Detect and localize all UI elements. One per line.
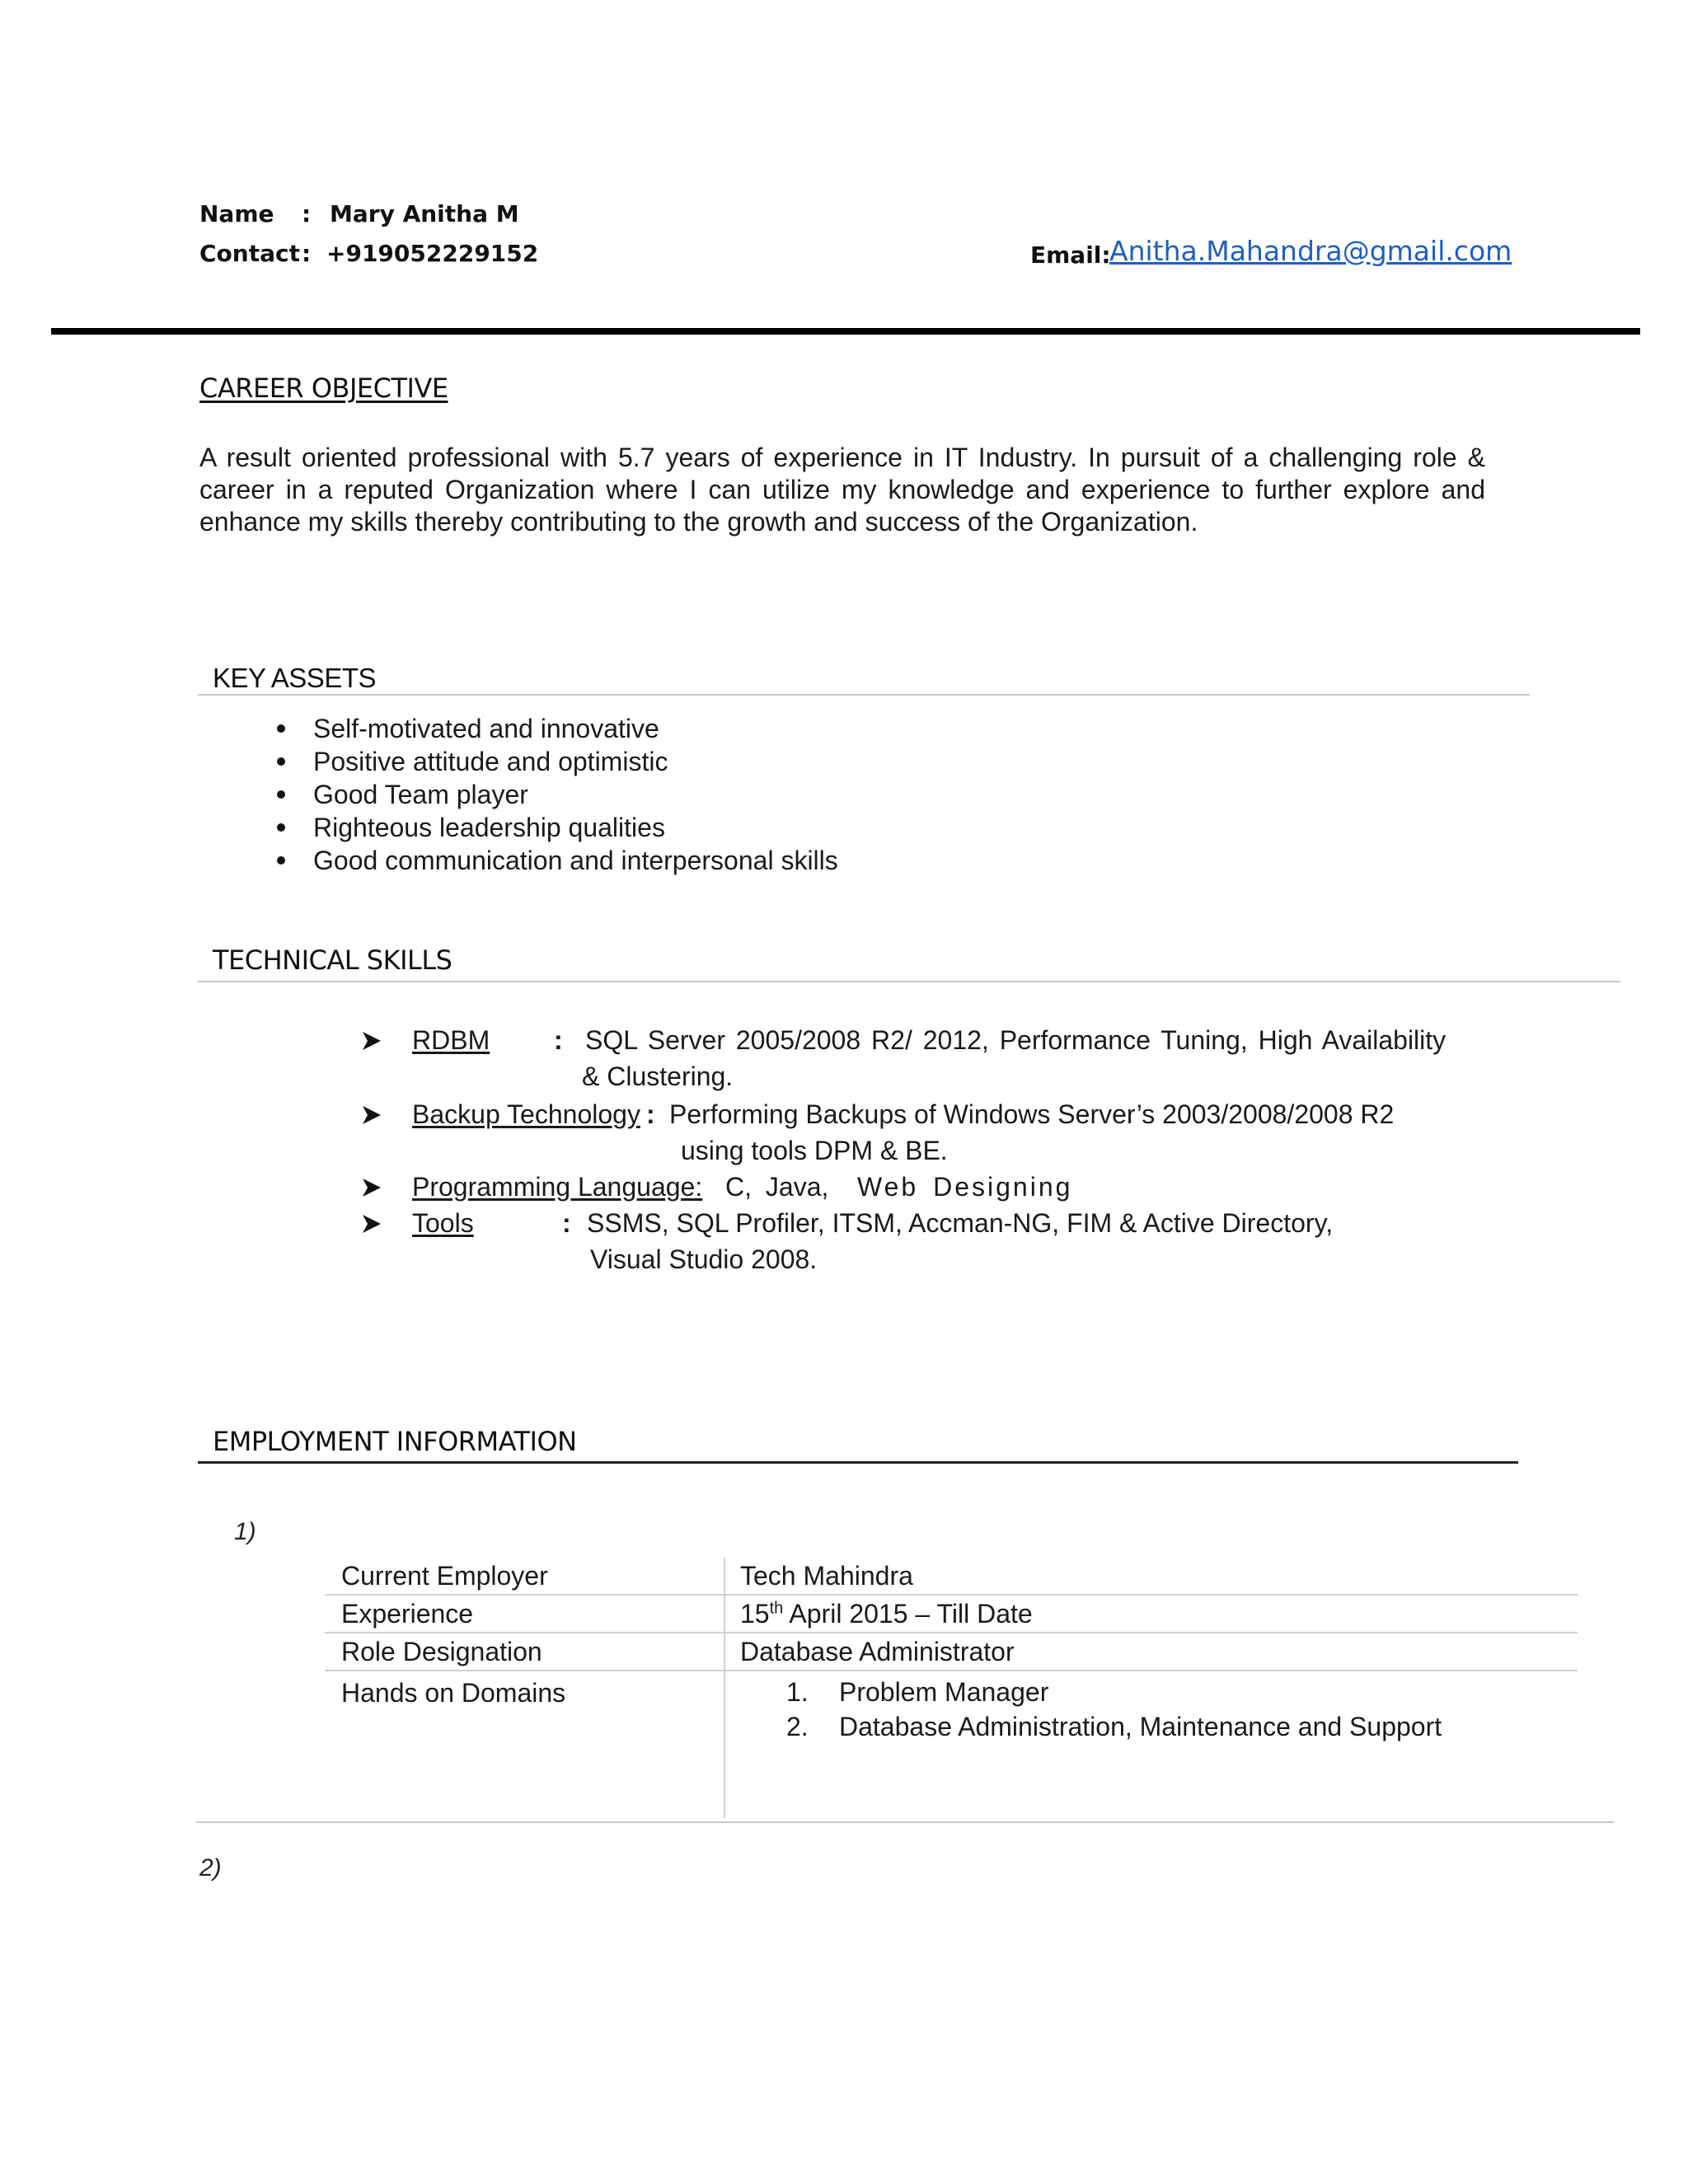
table-cell-label: Role Designation <box>325 1633 725 1670</box>
bullet-icon <box>277 856 285 865</box>
skill-label-programming: Programming Language: <box>412 1172 703 1202</box>
employment-divider <box>198 1461 1518 1464</box>
employment-table <box>325 1558 1578 1818</box>
skill-label-tools: Tools <box>412 1208 474 1238</box>
arrow-bullet-icon <box>361 1213 382 1235</box>
skill-value-web-designing: Web Designing <box>857 1172 1073 1202</box>
contact-separator: : <box>302 240 312 267</box>
bullet-icon <box>277 724 285 733</box>
technical-skills-heading: TECHNICAL SKILLS <box>213 944 452 976</box>
skill-value-backup-cont: using tools DPM & BE. <box>681 1136 948 1165</box>
table-cell-value: 15th April 2015 – Till Date <box>740 1599 1033 1629</box>
arrow-bullet-icon <box>361 1030 382 1052</box>
bullet-icon <box>277 757 285 766</box>
table-row <box>325 1558 1578 1596</box>
skill-label-backup: Backup Technology <box>412 1099 640 1129</box>
list-item: 2. Database Administration, Maintenance and Support <box>786 1712 1442 1741</box>
table-cell-value: Tech Mahindra <box>740 1561 913 1591</box>
table-cell-value: Database Administrator <box>740 1637 1015 1666</box>
table-row <box>325 1596 1578 1633</box>
contact-label: Contact <box>199 240 300 267</box>
name-separator: : <box>302 200 312 227</box>
table-cell-value <box>725 1671 1578 1818</box>
arrow-bullet-icon <box>361 1104 382 1126</box>
skill-separator: : <box>646 1099 655 1129</box>
bullet-icon <box>277 823 285 832</box>
key-assets-list <box>264 712 838 877</box>
contact-value: +919052229152 <box>326 240 539 267</box>
list-item: Good communication and interpersonal skills <box>264 844 838 877</box>
technical-skills-divider <box>198 981 1620 982</box>
arrow-bullet-icon <box>361 1177 382 1198</box>
list-item: Positive attitude and optimistic <box>264 745 838 778</box>
entry-number: 2) <box>199 1854 222 1882</box>
skill-separator: : <box>562 1208 571 1238</box>
table-cell-label: Hands on Domains <box>325 1671 725 1818</box>
email-label: Email: <box>1030 241 1111 269</box>
employment-table-bottom-rule <box>196 1821 1614 1823</box>
table-row <box>325 1633 1578 1671</box>
table-cell-label: Experience <box>325 1596 725 1632</box>
skill-value-programming: C, Java, <box>725 1172 829 1202</box>
skill-label-rdbm: RDBM <box>412 1025 490 1055</box>
table-cell-label: Current Employer <box>325 1558 725 1594</box>
list-item: 1. Problem Manager <box>786 1677 1049 1707</box>
skill-value-rdbm-cont: & Clustering. <box>582 1062 734 1091</box>
domains-list <box>740 1675 1578 1744</box>
list-item: Self-motivated and innovative <box>264 712 838 745</box>
name-value: Mary Anitha M <box>330 200 519 227</box>
key-assets-divider <box>198 694 1530 696</box>
entry-number: 1) <box>234 1518 256 1545</box>
email-link[interactable]: Anitha.Mahandra@gmail.com <box>1109 235 1512 267</box>
skill-value-tools-cont: Visual Studio 2008. <box>590 1244 818 1274</box>
key-assets-heading: KEY ASSETS <box>213 663 376 693</box>
skill-value-rdbm: SQL Server 2005/2008 R2/ 2012, Performance Tuning, High Availability <box>585 1025 1447 1055</box>
employment-heading: EMPLOYMENT INFORMATION <box>213 1426 577 1457</box>
skill-separator: : <box>554 1025 563 1055</box>
list-item: Good Team player <box>264 778 838 811</box>
table-row <box>325 1671 1578 1818</box>
career-objective-heading: CAREER OBJECTIVE <box>199 373 448 404</box>
skill-value-backup: Performing Backups of Windows Server’s 2003/2008/2008 R2 <box>669 1099 1395 1129</box>
name-label: Name <box>199 200 274 227</box>
bullet-icon <box>277 790 285 799</box>
header-divider <box>51 328 1640 335</box>
list-item: Righteous leadership qualities <box>264 811 838 844</box>
skill-value-tools: SSMS, SQL Profiler, ITSM, Accman-NG, FIM & Active Directory, <box>587 1208 1334 1238</box>
career-objective-text: A result oriented professional with 5.7 years of experience in IT Industry. In pursuit of a challenging role & career in a reputed Organization where I can utilize my knowledge and experience to further explore and enhance my skills thereby contributing to the growth and success of the Organization. <box>199 443 1485 537</box>
